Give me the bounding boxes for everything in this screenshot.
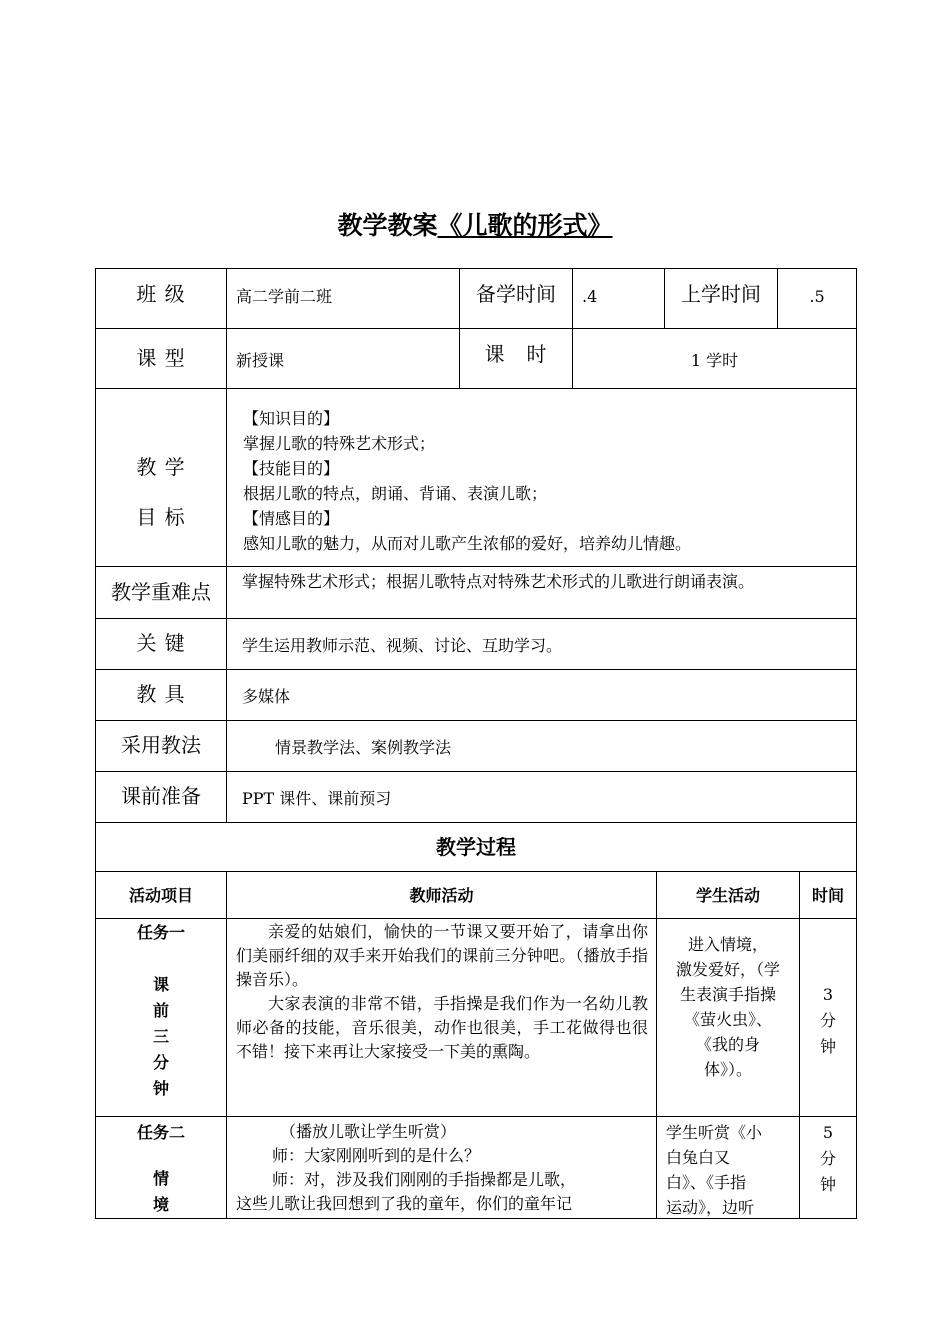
lesson-hours-label: 课 时	[484, 342, 548, 366]
teacher-paragraph: 亲爱的姑娘们，愉快的一节课又要开始了，请拿出你们美丽纤细的双手来开始我们的课前三分钟吧。（播放手指操音乐）。	[236, 922, 648, 989]
table-border	[95, 918, 857, 919]
col-time-header: 时间	[811, 886, 844, 905]
method-label: 采用教法	[121, 733, 201, 757]
preparation-label: 课前准备	[121, 784, 201, 808]
tools-value: 多媒体	[242, 687, 291, 706]
task-char: 三	[152, 1027, 169, 1046]
key-difficult-label: 教学重难点	[111, 580, 211, 604]
key-value: 学生运用教师示范、视频、讨论、互助学习。	[242, 636, 563, 655]
task-char: 分	[152, 1053, 169, 1072]
task-char: 前	[152, 1001, 169, 1020]
goal-line: 【情感目的】	[243, 509, 340, 528]
page-title: 教学教案《儿歌的形式》	[337, 211, 613, 240]
task-char: 钟	[152, 1079, 169, 1098]
class-label: 班 级	[136, 282, 186, 306]
col-teacher-header: 教师活动	[409, 886, 474, 905]
table-border	[95, 822, 857, 823]
prep-time-value: .4	[582, 287, 598, 306]
student-line: 《萤火虫》、	[683, 1010, 772, 1029]
student-line: 生表演手指操	[679, 985, 776, 1004]
lesson-type-value: 新授课	[236, 351, 285, 370]
task-char: 课	[152, 975, 169, 994]
goal-line: 根据儿歌的特点，朗诵、背诵、表演儿歌；	[243, 484, 548, 503]
lesson-hours-value: 1 学时	[690, 351, 739, 370]
lesson-type-label: 课 型	[136, 346, 186, 370]
table-border	[226, 871, 227, 1219]
key-difficult-value: 掌握特殊艺术形式；根据儿歌特点对特殊艺术形式的儿歌进行朗诵表演。	[242, 572, 755, 591]
teacher-paragraph: 大家表演的非常不错，手指操是我们作为一名幼儿教师必备的技能，音乐很美，动作也很美，手工花做得也很不错！接下来再让大家接受一下美的熏陶。	[236, 994, 648, 1061]
goal-line: 掌握儿歌的特殊艺术形式；	[243, 434, 436, 453]
time-line: 钟	[819, 1037, 836, 1056]
table-border	[95, 871, 857, 872]
method-value: 情景教学法、案例教学法	[275, 738, 452, 757]
task1-activity	[96, 920, 226, 1102]
table-border	[95, 720, 857, 721]
task1-time	[800, 982, 856, 1060]
teacher-line: 师：大家刚刚听到的是什么？	[272, 1146, 481, 1165]
table-border	[856, 268, 857, 1219]
goals-label-line: 教 学	[136, 455, 186, 479]
time-line: 分	[819, 1149, 836, 1168]
task-name: 任务二	[136, 1123, 185, 1142]
student-line: 进入情境，	[687, 935, 768, 954]
table-border	[95, 268, 857, 269]
task2-student-activity	[666, 1120, 796, 1220]
tools-label: 教 具	[136, 682, 186, 706]
student-line: 激发爱好，（学	[675, 960, 780, 979]
table-border	[95, 388, 857, 389]
time-line: 3	[822, 985, 834, 1004]
col-activity-header: 活动项目	[128, 886, 193, 905]
teach-time-label: 上学时间	[681, 282, 761, 306]
table-border	[95, 618, 857, 619]
task1-student-activity	[657, 932, 799, 1082]
teacher-line: （播放儿歌让学生听赏）	[280, 1122, 457, 1141]
time-line: 钟	[819, 1175, 836, 1194]
goal-line: 【知识目的】	[243, 409, 340, 428]
table-border	[95, 328, 857, 329]
key-label: 关 键	[136, 631, 186, 655]
task2-teacher-activity	[236, 1120, 648, 1216]
task2-time	[800, 1120, 856, 1198]
task-char: 境	[152, 1195, 169, 1214]
student-line: 学生听赏《小	[666, 1123, 763, 1142]
prep-time-label: 备学时间	[476, 282, 556, 306]
class-value: 高二学前二班	[236, 287, 333, 306]
student-line: 《我的身	[695, 1035, 760, 1054]
task-name: 任务一	[136, 923, 185, 942]
teacher-line: 这些儿歌让我回想到了我的童年，你们的童年记	[236, 1194, 573, 1213]
table-border	[95, 771, 857, 772]
table-border	[226, 268, 227, 822]
goals-label-line: 目 标	[136, 505, 186, 529]
table-border	[95, 566, 857, 567]
time-line: 5	[822, 1123, 834, 1142]
student-line: 白兔白又	[666, 1148, 731, 1167]
student-line: 运动》，边听	[666, 1198, 755, 1217]
goal-line: 【技能目的】	[243, 459, 340, 478]
preparation-value: PPT 课件、课前预习	[242, 789, 392, 808]
process-heading: 教学过程	[436, 835, 516, 859]
teacher-line: 师：对，涉及我们刚刚的手指操都是儿歌，	[272, 1170, 577, 1189]
goals-content	[243, 406, 691, 556]
time-line: 分	[819, 1011, 836, 1030]
goal-line: 感知儿歌的魅力，从而对儿歌产生浓郁的爱好，培养幼儿情趣。	[243, 534, 692, 553]
teach-time-value: .5	[809, 287, 825, 306]
student-line: 白》、《手指	[666, 1173, 747, 1192]
student-line: 体》）。	[703, 1060, 752, 1079]
table-border	[95, 669, 857, 670]
task1-teacher-activity	[236, 920, 648, 1064]
col-student-header: 学生活动	[695, 886, 760, 905]
table-border	[95, 1116, 857, 1117]
task-char: 情	[152, 1169, 169, 1188]
task2-activity	[96, 1120, 226, 1218]
goals-label	[96, 442, 226, 542]
